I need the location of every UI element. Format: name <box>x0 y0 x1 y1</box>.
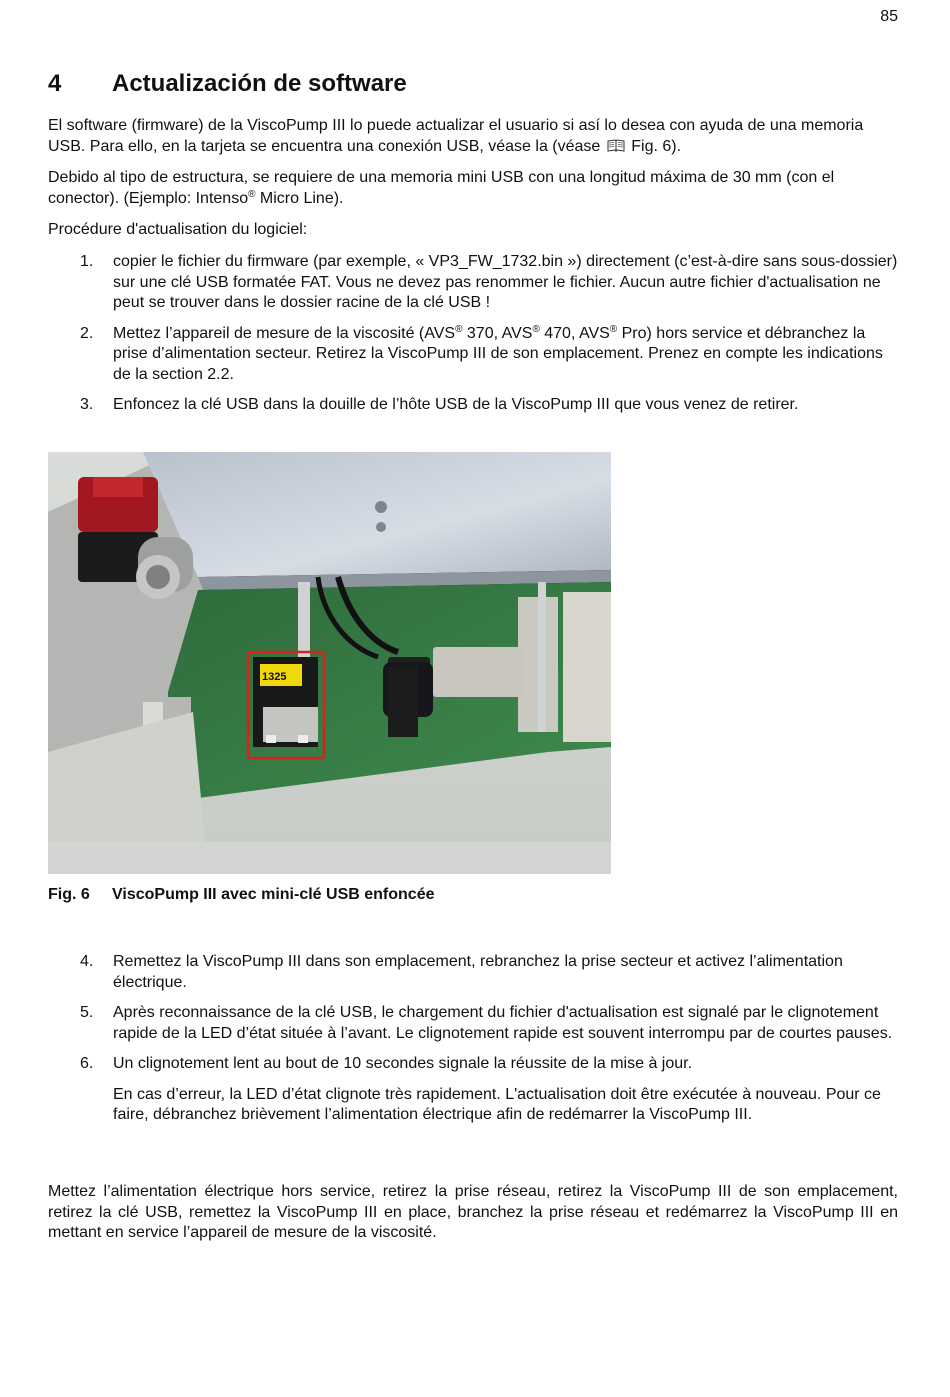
list-item <box>48 952 898 993</box>
book-icon <box>607 139 625 152</box>
step-text: 370, AVS <box>462 324 533 342</box>
step-number: 4. <box>80 953 94 970</box>
list-item <box>48 395 898 416</box>
step-text: Après reconnaissance de la clé USB, le chargement du fichier d'actualisation est signalé par le clignotement rapide de la LED d’état située à l’avant. Le clignotement rapide est souvent interrompu par de courtes pauses. <box>113 1004 893 1042</box>
step-text: Mettez l’appareil de mesure de la viscosité (AVS <box>113 324 456 342</box>
list-item <box>48 324 898 386</box>
step-text: Remettez la ViscoPump III dans son emplacement, rebranchez la prise secteur et activez l’alimentation électrique. <box>113 953 843 991</box>
intro-text-1: El software (firmware) de la ViscoPump III lo puede actualizar el usuario si así lo desea con ayuda de una memoria USB. Para ello, en la tarjeta se encuentra una conexión USB, véase la (véase <box>48 117 864 155</box>
step-number: 1. <box>80 253 94 270</box>
registered-mark: ® <box>609 323 618 335</box>
registered-mark: ® <box>455 323 463 335</box>
steps-list-1 <box>48 252 898 426</box>
intro-text-2: Debido al tipo de estructura, se requiere de una memoria mini USB con una longitud máxima de 30 mm (con el conector). (Ejemplo: Intenso <box>48 169 835 207</box>
usb-marking-label: 1325 <box>262 671 287 683</box>
step-note: En cas d’erreur, la LED d’état clignote très rapidement. L'actualisation doit être exécutée à nouveau. Pour ce faire, débranchez brièvement l’alimentation électrique afin de redémarrer la ViscoPump III. <box>113 1085 881 1123</box>
step-text: copier le fichier du firmware (par exemple, « VP3_FW_1732.bin ») directement (c’est-à-dire sans sous-dossier) sur une clé USB formatée FAT. Vous ne devez pas renommer le fichier. Aucun autre fichier d'actualisation ne peut se trouver dans le dossier racine de la clé USB ! <box>113 253 898 311</box>
figure-caption-text: ViscoPump III avec mini-clé USB enfoncée <box>112 886 435 903</box>
step-number: 6. <box>80 1055 94 1072</box>
intro-paragraph-3: Procédure d'actualisation du logiciel: <box>48 221 308 238</box>
registered-mark: ® <box>248 188 256 200</box>
figure-caption <box>48 886 434 904</box>
step-number: 3. <box>80 396 94 413</box>
step-number: 2. <box>80 324 94 342</box>
page-number: 85 <box>880 8 898 25</box>
list-item <box>48 1054 898 1126</box>
step-number: 5. <box>80 1004 94 1021</box>
section-number: 4 <box>48 70 62 97</box>
intro-paragraph-2 <box>48 168 898 209</box>
registered-mark: ® <box>532 323 540 335</box>
section-heading <box>48 70 407 98</box>
figure-photo <box>48 452 611 874</box>
step-text: Enfoncez la clé USB dans la douille de l’hôte USB de la ViscoPump III que vous venez de retirer. <box>113 396 799 413</box>
step-text: Pro) hors service et débranchez la prise d’alimentation secteur. Retirez la ViscoPump III de son emplacement. Prenez en compte les indications de la section 2.2. <box>113 324 883 383</box>
intro-text-2b: Micro Line). <box>255 189 344 207</box>
closing-paragraph: Mettez l’alimentation électrique hors service, retirez la prise réseau, retirez la ViscoPump III de son emplacement, retirez la clé USB, remettez la ViscoPump III en place, branchez la prise réseau et redémarrez la ViscoPump III en mettant en service l’appareil de mesure de la viscosité. <box>48 1183 898 1241</box>
section-title: Actualización de software <box>112 70 407 97</box>
figure-label: Fig. 6 <box>48 886 90 903</box>
step-text: Un clignotement lent au bout de 10 secondes signale la réussite de la mise à jour. <box>113 1055 693 1072</box>
list-item <box>48 1003 898 1044</box>
list-item <box>48 252 898 314</box>
viscopump-photo-illustration <box>48 452 611 874</box>
steps-list-2 <box>48 952 898 1136</box>
step-text: 470, AVS <box>539 324 610 342</box>
intro-paragraph-1 <box>48 116 898 157</box>
figure-reference-link[interactable]: Fig. 6). <box>631 137 682 155</box>
